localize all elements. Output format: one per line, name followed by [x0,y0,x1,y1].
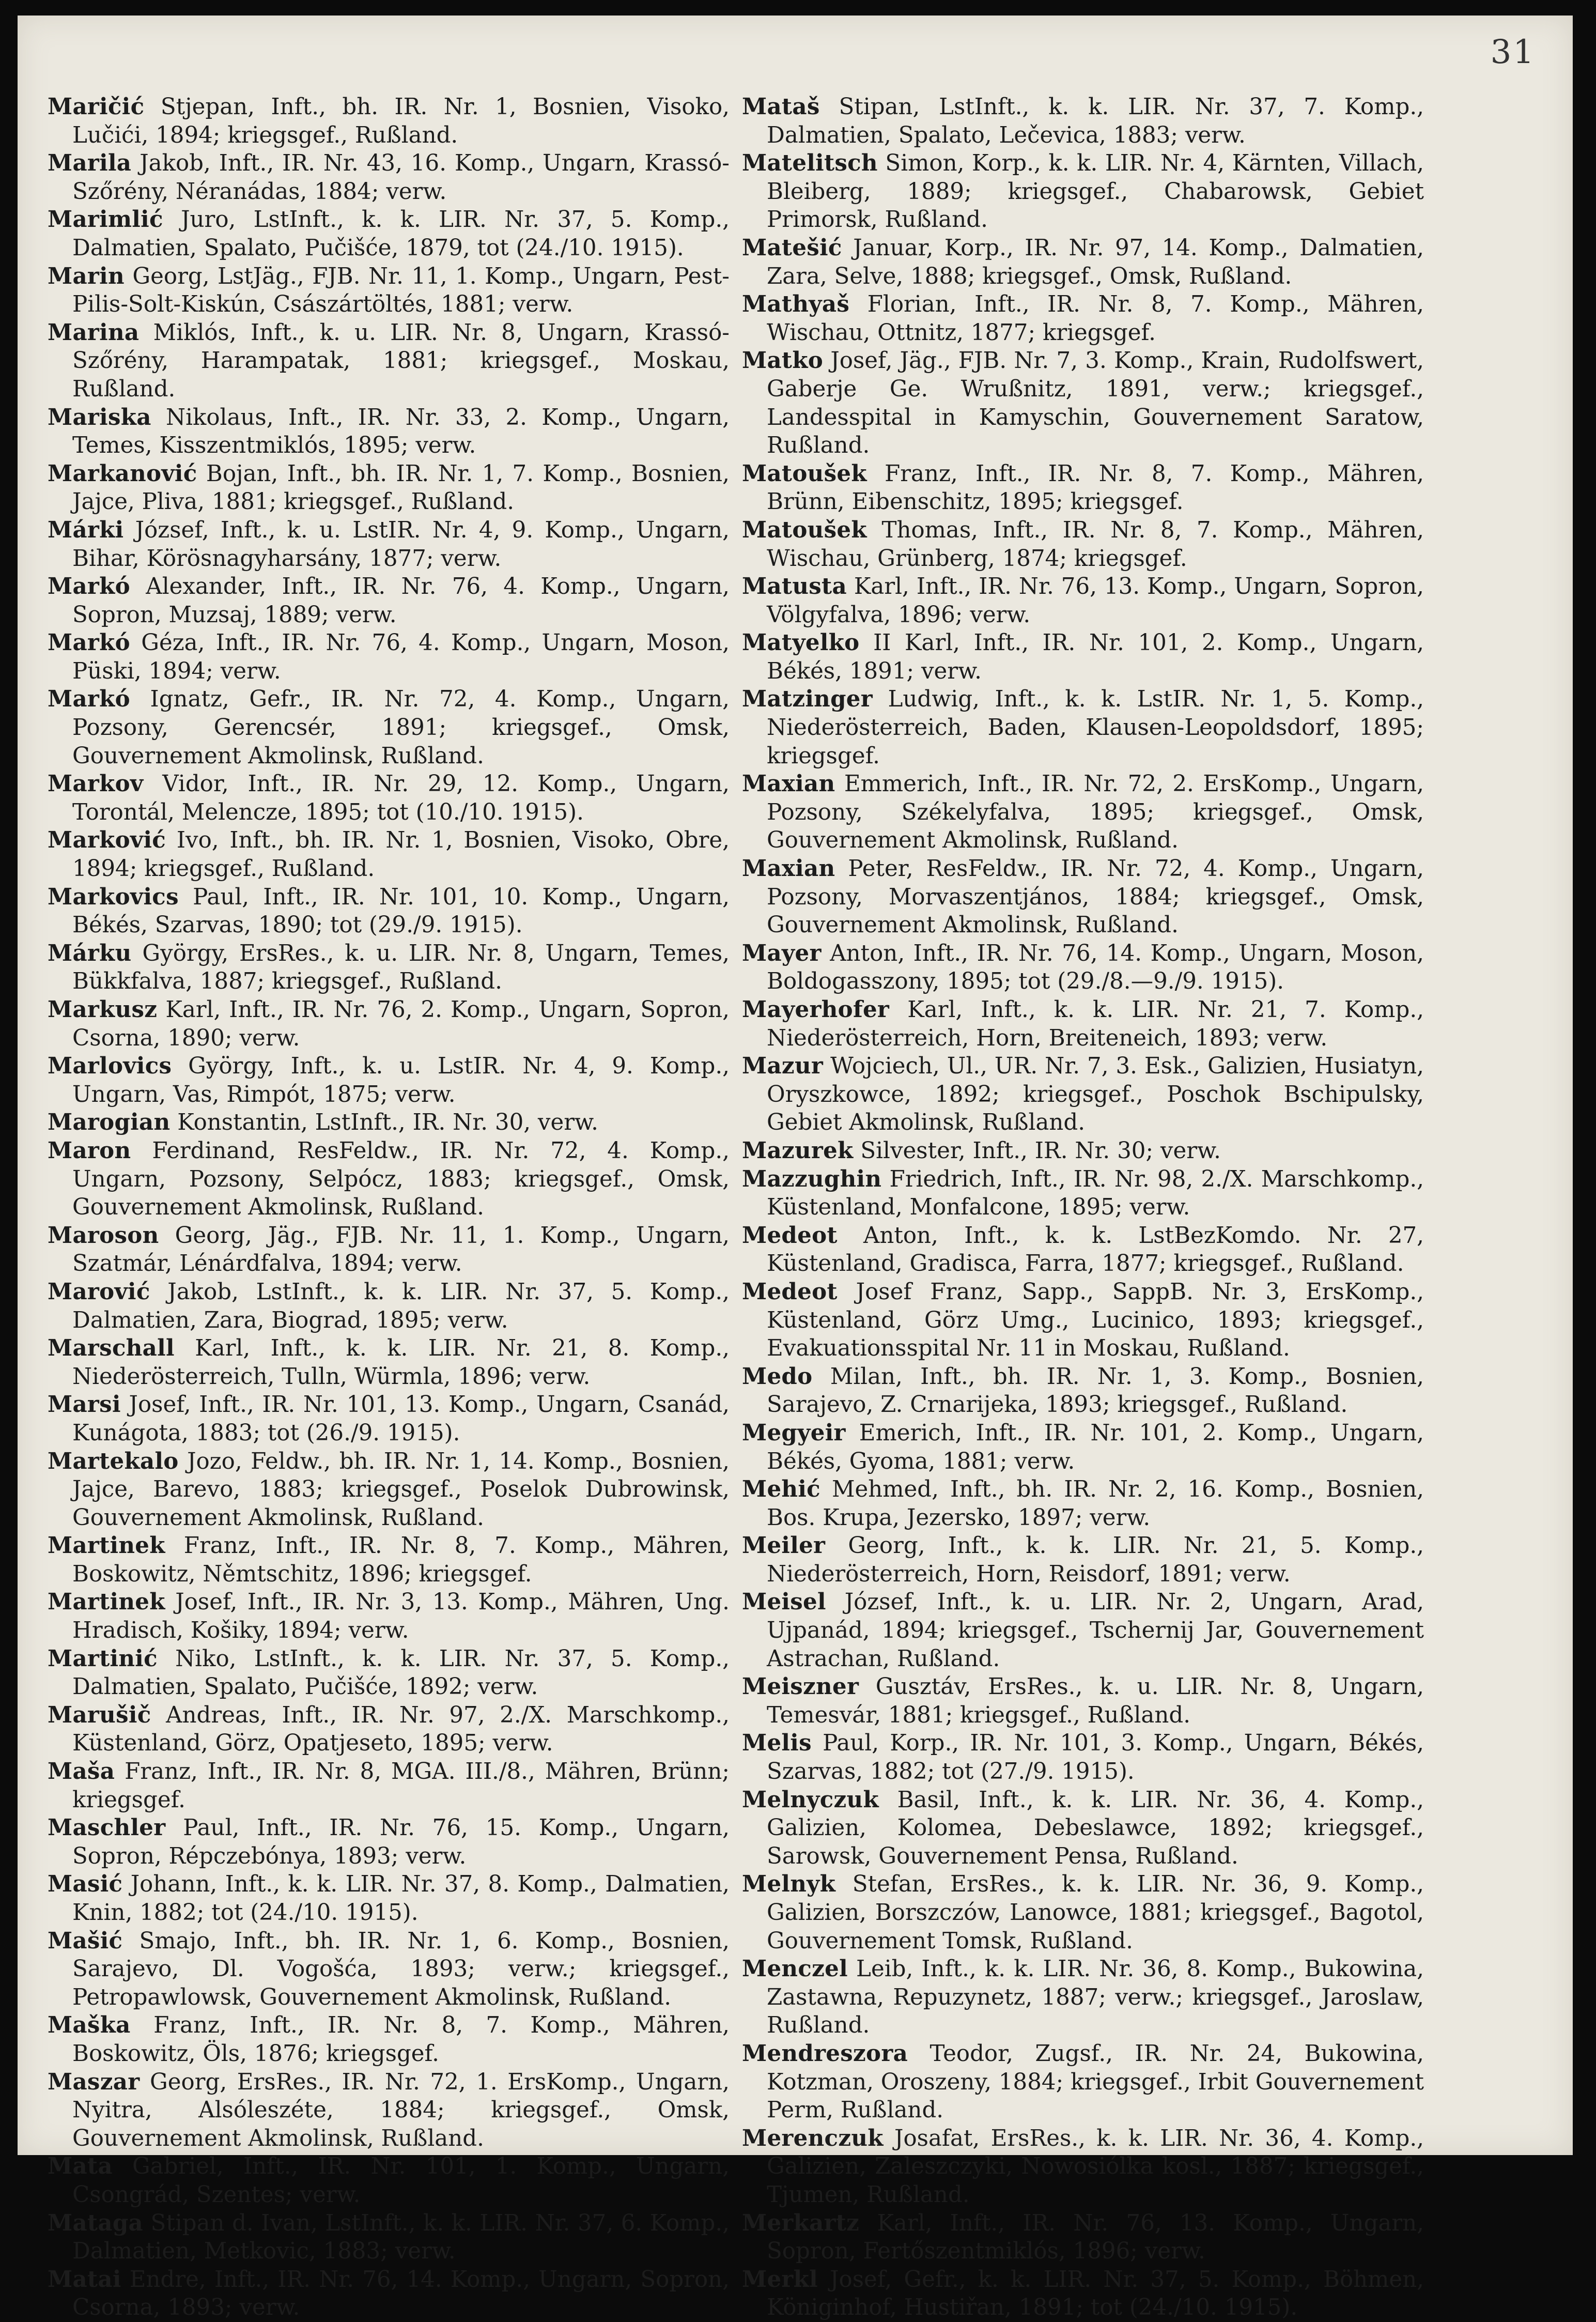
entry-details: Mehmed, Inft., bh. IR. Nr. 2, 16. Komp., Bosnien, Bos. Krupa, Jezersko, 1897; verw. [767,1477,1424,1531]
entry-surname: Markusz [48,996,158,1023]
register-entry [742,855,1424,940]
register-entry [48,149,730,206]
entry-details: Stjepan, Inft., bh. IR. Nr. 1, Bosnien, Visoko, Lučići, 1894; kriegsgef., Rußland. [72,94,730,148]
register-entry [48,460,730,516]
register-entry [742,1419,1424,1475]
entries-column-right [742,93,1424,2322]
register-entry [742,1475,1424,1532]
entry-surname: Maszar [48,2068,140,2095]
entry-details: Franz, Inft., IR. Nr. 8, 7. Komp., Mähren, Brünn, Eibenschitz, 1895; kriegsgef. [767,460,1424,515]
register-entry [742,1786,1424,1871]
register-entry [48,573,730,629]
entry-surname: Mazurek [742,1137,854,1164]
entry-surname: Meiszner [742,1673,859,1700]
entry-details: Jakob, LstInft., k. k. LIR. Nr. 37, 5. Komp., Dalmatien, Zara, Biograd, 1895; verw. [72,1279,730,1333]
entry-details: Silvester, Inft., IR. Nr. 30; verw. [853,1137,1221,1164]
entry-details: Stipan d. Ivan, LstInft., k. k. LIR. Nr. 37, 6. Komp., Dalmatien, Metkovic, 1883; verw. [72,2210,730,2265]
entry-details: Bojan, Inft., bh. IR. Nr. 1, 7. Komp., Bosnien, Jajce, Pliva, 1881; kriegsgef., Rußland. [72,460,730,515]
register-entry [48,1532,730,1588]
entry-surname: Matešić [742,234,842,261]
entry-surname: Markovics [48,883,179,910]
entry-surname: Marković [48,827,166,854]
entry-surname: Medeot [742,1222,838,1249]
entry-details: Andreas, Inft., IR. Nr. 97, 2./X. Marschkomp., Küstenland, Görz, Opatjeseto, 1895; verw. [72,1702,730,1757]
entry-surname: Markó [48,686,130,713]
register-entry [742,573,1424,629]
entry-surname: Marušič [48,1701,151,1728]
entry-details: György, Inft., k. u. LstIR. Nr. 4, 9. Komp., Ungarn, Vas, Rimpót, 1875; verw. [72,1053,730,1108]
entry-surname: Mašić [48,1927,123,1954]
entry-details: Paul, Korp., IR. Nr. 101, 3. Komp., Ungarn, Békés, Szarvas, 1882; tot (27./9. 1915). [767,1730,1424,1785]
entry-details: Alexander, Inft., IR. Nr. 76, 4. Komp., Ungarn, Sopron, Muzsaj, 1889; verw. [72,574,730,628]
entry-details: Josef, Jäg., FJB. Nr. 7, 3. Komp., Krain, Rudolfswert, Gaberje Ge. Wrußnitz, 1891, verw.; kriegsgef., Landesspital in Kamyschin, Gouvernement Saratow, Rußland. [767,348,1424,459]
entry-details: Anton, Inft., k. k. LstBezKomdo. Nr. 27, Küstenland, Gradisca, Farra, 1877; kriegsgef., Rußland. [767,1222,1424,1277]
entry-surname: Melnyk [742,1871,836,1898]
register-entry [48,1645,730,1701]
entry-surname: Meisel [742,1589,826,1616]
register-entry [742,1870,1424,1955]
register-entry [48,1701,730,1758]
register-entry [48,685,730,770]
register-entry [742,1673,1424,1729]
entry-details: Karl, Inft., IR. Nr. 76, 13. Komp., Ungarn, Sopron, Fertőszentmiklós, 1896; verw. [767,2210,1424,2265]
entry-details: Franz, Inft., IR. Nr. 8, 7. Komp., Mähren, Boskowitz, Němtschitz, 1896; kriegsgef. [72,1533,730,1587]
entry-surname: Maška [48,2012,131,2039]
entry-surname: Marimlić [48,206,163,233]
register-entry [48,404,730,460]
register-entry [742,996,1424,1052]
register-entry [48,2068,730,2153]
register-entry [48,1137,730,1222]
entry-details: Nikolaus, Inft., IR. Nr. 33, 2. Komp., Ungarn, Temes, Kisszentmiklós, 1895; verw. [72,404,730,459]
register-entry [48,1334,730,1391]
entry-surname: Marogian [48,1109,171,1136]
register-entry [742,770,1424,855]
entry-details: Friedrich, Inft., IR. Nr. 98, 2./X. Marschkomp., Küstenland, Monfalcone, 1895; verw. [767,1166,1424,1221]
entry-details: Karl, Inft., k. k. LIR. Nr. 21, 7. Komp., Niederösterreich, Horn, Breiteneich, 1893; verw. [767,997,1424,1051]
entry-surname: Marlovics [48,1053,172,1080]
entry-surname: Maričić [48,94,145,120]
entry-details: József, Inft., k. u. LIR. Nr. 2, Ungarn, Arad, Ujpanád, 1894; kriegsgef., Tschernij Jar, Gouvernement Astrachan, Rußland. [767,1589,1424,1672]
register-entry [742,234,1424,290]
entry-surname: Maxian [742,855,835,882]
entry-details: Jozo, Feldw., bh. IR. Nr. 1, 14. Komp., Bosnien, Jajce, Barevo, 1883; kriegsgef., Poselok Dubrowinsk, Gouvernement Akmolinsk, Rußland. [72,1448,730,1531]
register-entry [48,1814,730,1870]
entry-surname: Maxian [742,771,835,797]
entry-surname: Matko [742,347,824,374]
register-entry [48,2011,730,2068]
register-entry [48,629,730,685]
entry-details: Milan, Inft., bh. IR. Nr. 1, 3. Komp., Bosnien, Sarajevo, Z. Crnarijeka, 1893; kriegsgef., Rußland. [767,1363,1424,1418]
entry-surname: Matyelko [742,629,860,656]
scanned-page [18,16,1573,2321]
entry-details: György, ErsRes., k. u. LIR. Nr. 8, Ungarn, Temes, Bükkfalva, 1887; kriegsgef., Rußland. [72,940,730,995]
entry-surname: Marila [48,150,132,177]
entry-surname: Markov [48,771,144,797]
register-entry [48,940,730,996]
entry-surname: Marschall [48,1335,175,1362]
entry-surname: Melis [742,1730,812,1757]
entry-surname: Maroson [48,1222,159,1249]
entry-details: Miklós, Inft., k. u. LIR. Nr. 8, Ungarn, Krassó-Szőrény, Harampatak, 1881; kriegsgef., Moskau, Rußland. [72,319,730,402]
entry-details: Josef, Inft., IR. Nr. 3, 13. Komp., Mähren, Ung. Hradisch, Košiky, 1894; verw. [72,1589,730,1644]
entry-surname: Megyeir [742,1419,846,1446]
entry-details: Ferdinand, ResFeldw., IR. Nr. 72, 4. Komp., Ungarn, Pozsony, Selpócz, 1883; kriegsgef., Omsk, Gouvernement Akmolinsk, Rußland. [72,1137,730,1221]
register-entry [48,1870,730,1927]
register-entry [742,460,1424,516]
register-entry [48,2209,730,2266]
register-entry [742,1137,1424,1165]
register-entry [742,1278,1424,1363]
entry-details: Gusztáv, ErsRes., k. u. LIR. Nr. 8, Ungarn, Temesvár, 1881; kriegsgef., Rußland. [767,1674,1424,1728]
register-entry [742,93,1424,149]
register-entry [742,1588,1424,1673]
entry-surname: Márki [48,516,124,543]
entry-surname: Merkartz [742,2209,860,2236]
entry-surname: Mataš [742,94,820,120]
register-entry [742,1165,1424,1222]
register-entry [742,1222,1424,1278]
register-entry [48,826,730,883]
entry-details: Vidor, Inft., IR. Nr. 29, 12. Komp., Ungarn, Torontál, Melencze, 1895; tot (10./10. 1915). [72,771,730,825]
entry-details: Géza, Inft., IR. Nr. 76, 4. Komp., Ungarn, Moson, Püski, 1894; verw. [72,630,730,684]
register-entry [742,290,1424,347]
entry-surname: Maschler [48,1814,166,1841]
register-entry [48,93,730,149]
register-entry [48,263,730,319]
register-entry [742,1363,1424,1419]
register-entry [48,1588,730,1644]
entry-details: Johann, Inft., k. k. LIR. Nr. 37, 8. Komp., Dalmatien, Knin, 1882; tot (24./10. 1915). [72,1871,730,1926]
register-entry [48,2152,730,2209]
entry-surname: Martekalo [48,1448,179,1474]
register-entry [742,1052,1424,1137]
entry-surname: Meiler [742,1532,826,1559]
entry-surname: Maron [48,1137,131,1164]
register-entry [48,1927,730,2012]
page-number: 31 [1490,33,1536,71]
entry-surname: Merenczuk [742,2125,884,2151]
register-entry [48,883,730,940]
entry-surname: Markó [48,629,130,656]
register-entry [742,940,1424,996]
entry-surname: Mata [48,2153,113,2180]
entry-details: Paul, Inft., IR. Nr. 76, 15. Komp., Ungarn, Sopron, Répczebónya, 1893; verw. [72,1815,730,1869]
entry-details: Leib, Inft., k. k. LIR. Nr. 36, 8. Komp., Bukowina, Zastawna, Repuzynetz, 1887; verw.; kriegsgef., Jaroslaw, Rußland. [767,1956,1424,2039]
entry-details: Franz, Inft., IR. Nr. 8, 7. Komp., Mähren, Boskowitz, Öls, 1876; kriegsgef. [72,2012,730,2067]
entry-surname: Medeot [742,1278,838,1305]
entry-details: Ignatz, Gefr., IR. Nr. 72, 4. Komp., Ungarn, Pozsony, Gerencsér, 1891; kriegsgef., Omsk, Gouvernement Akmolinsk, Rußland. [72,686,730,769]
entry-details: Wojciech, Ul., UR. Nr. 7, 3. Esk., Galizien, Husiatyn, Oryszkowce, 1892; kriegsgef., Poschok Bschipulsky, Gebiet Akmolinsk, Rußland. [767,1053,1424,1136]
entry-details: Karl, Inft., IR. Nr. 76, 2. Komp., Ungarn, Sopron, Csorna, 1890; verw. [72,997,730,1051]
entry-details: Josef Franz, Sapp., SappB. Nr. 3, ErsKomp., Küstenland, Görz Umg., Lucinico, 1893; kriegsgef., Evakuationsspital Nr. 11 in Moskau, Rußland. [767,1279,1424,1362]
register-entry [48,1052,730,1109]
entry-surname: Maša [48,1758,115,1785]
entry-details: Niko, LstInft., k. k. LIR. Nr. 37, 5. Komp., Dalmatien, Spalato, Pučišće, 1892; verw. [72,1646,730,1700]
entries-column-left [48,93,730,2322]
register-entry [742,2125,1424,2209]
register-entry [48,1278,730,1334]
entry-details: Josafat, ErsRes., k. k. LIR. Nr. 36, 4. Komp., Galizien, Zaleszczyki, Nowosiólka kosl., 1887; kriegsgef., Tjumen, Rußland. [767,2125,1424,2208]
entry-details: Stipan, LstInft., k. k. LIR. Nr. 37, 7. Komp., Dalmatien, Spalato, Lečevica, 1883; verw. [767,94,1424,148]
entry-surname: Marina [48,319,140,346]
entry-surname: Martinek [48,1589,165,1616]
entry-details: Peter, ResFeldw., IR. Nr. 72, 4. Komp., Ungarn, Pozsony, Morvaszentjános, 1884; kriegsgef., Omsk, Gouvernement Akmolinsk, Rußland. [767,856,1424,939]
register-entry [742,2209,1424,2266]
entry-surname: Matoušek [742,460,867,487]
entry-surname: Markanović [48,460,197,487]
entry-details: Josef, Gefr., k. k. LIR. Nr. 37, 5. Komp., Böhmen, Königinhof, Hustiřan, 1891; tot (24./10. 1915). [767,2266,1424,2321]
entry-surname: Mataga [48,2209,144,2236]
entry-details: Januar, Korp., IR. Nr. 97, 14. Komp., Dalmatien, Zara, Selve, 1888; kriegsgef., Omsk, Rußland. [767,235,1424,289]
entry-details: József, Inft., k. u. LstIR. Nr. 4, 9. Komp., Ungarn, Bihar, Körösnagyharsány, 1877; verw. [72,517,730,572]
entry-details: Franz, Inft., IR. Nr. 8, MGA. III./8., Mähren, Brünn; kriegsgef. [72,1759,730,1813]
entry-details: Georg, Inft., k. k. LIR. Nr. 21, 5. Komp., Niederösterreich, Horn, Reisdorf, 1891; verw. [767,1533,1424,1587]
register-entry [48,1222,730,1278]
entry-details: Georg, Jäg., FJB. Nr. 11, 1. Komp., Ungarn, Szatmár, Lénárdfalva, 1894; verw. [72,1222,730,1277]
register-entry [742,1532,1424,1588]
entry-surname: Marin [48,263,125,289]
entry-details: Josef, Inft., IR. Nr. 101, 13. Komp., Ungarn, Csanád, Kunágota, 1883; tot (26./9. 1915). [72,1392,730,1446]
entry-surname: Matzinger [742,686,873,713]
entry-details: Endre, Inft., IR. Nr. 76, 14. Komp., Ungarn, Sopron, Csorna, 1893; verw. [72,2266,730,2321]
entry-surname: Mehić [742,1476,820,1503]
entry-details: Jakob, Inft., IR. Nr. 43, 16. Komp., Ungarn, Krassó-Szőrény, Néranádas, 1884; verw. [72,150,730,205]
entry-surname: Martinek [48,1532,165,1559]
entry-surname: Mariska [48,404,151,430]
entry-surname: Medo [742,1363,813,1390]
entry-surname: Mayer [742,940,822,966]
entry-surname: Mazzughin [742,1165,882,1192]
entry-details: Thomas, Inft., IR. Nr. 8, 7. Komp., Mähren, Wischau, Grünberg, 1874; kriegsgef. [767,517,1424,572]
entry-surname: Mazur [742,1053,824,1080]
register-entry [742,1729,1424,1786]
entry-details: II Karl, Inft., IR. Nr. 101, 2. Komp., Ungarn, Békés, 1891; verw. [767,630,1424,684]
entry-details: Emerich, Inft., IR. Nr. 101, 2. Komp., Ungarn, Békés, Gyoma, 1881; verw. [767,1420,1424,1474]
entry-details: Simon, Korp., k. k. LIR. Nr. 4, Kärnten, Villach, Bleiberg, 1889; kriegsgef., Chabarowsk, Gebiet Primorsk, Rußland. [767,150,1424,233]
entry-surname: Merkl [742,2266,818,2293]
entry-surname: Matoušek [742,516,867,543]
register-entry [742,347,1424,459]
entry-surname: Matelitsch [742,150,878,177]
entry-surname: Melnyczuk [742,1786,879,1813]
register-entry [48,319,730,404]
entry-details: Konstantin, LstInft., IR. Nr. 30, verw. [170,1110,598,1136]
entry-details: Anton, Inft., IR. Nr. 76, 14. Komp., Ungarn, Moson, Boldogasszony, 1895; tot (29./8.—9./9. 1915). [767,940,1424,995]
entry-details: Georg, LstJäg., FJB. Nr. 11, 1. Komp., Ungarn, Pest-Pilis-Solt-Kiskún, Császártöltés, 1881; verw. [72,263,730,318]
entry-details: Teodor, Zugsf., IR. Nr. 24, Bukowina, Kotzman, Oroszeny, 1884; kriegsgef., Irbit Gouvernement Perm, Rußland. [767,2040,1424,2124]
register-entry [48,206,730,262]
entry-details: Karl, Inft., IR. Nr. 76, 13. Komp., Ungarn, Sopron, Völgyfalva, 1896; verw. [767,574,1424,628]
register-entry [48,1448,730,1532]
entry-details: Ludwig, Inft., k. k. LstIR. Nr. 1, 5. Komp., Niederösterreich, Baden, Klausen-Leopoldsdorf, 1895; kriegsgef. [767,686,1424,769]
entry-surname: Mathyaš [742,291,850,318]
entry-details: Ivo, Inft., bh. IR. Nr. 1, Bosnien, Visoko, Obre, 1894; kriegsgef., Rußland. [72,827,730,882]
register-entry [742,629,1424,685]
register-entry [48,2266,730,2322]
register-entry [742,516,1424,573]
entry-details: Emmerich, Inft., IR. Nr. 72, 2. ErsKomp., Ungarn, Pozsony, Székelyfalva, 1895; kriegsgef., Omsk, Gouvernement Akmolinsk, Rußland. [767,771,1424,854]
register-entry [48,1109,730,1137]
entry-surname: Martinić [48,1645,158,1672]
entry-surname: Márku [48,940,132,966]
entry-surname: Matai [48,2266,121,2293]
entry-details: Florian, Inft., IR. Nr. 8, 7. Komp., Mähren, Wischau, Ottnitz, 1877; kriegsgef. [767,291,1424,346]
entry-details: Karl, Inft., k. k. LIR. Nr. 21, 8. Komp., Niederösterreich, Tulln, Würmla, 1896; verw. [72,1335,730,1390]
register-entry [48,996,730,1052]
register-entry [742,1955,1424,2040]
entry-details: Stefan, ErsRes., k. k. LIR. Nr. 36, 9. Komp., Galizien, Borszczów, Lanowce, 1881; kriegsgef., Bagotol, Gouvernement Tomsk, Rußland. [767,1871,1424,1954]
entry-surname: Markó [48,573,130,600]
entry-details: Juro, LstInft., k. k. LIR. Nr. 37, 5. Komp., Dalmatien, Spalato, Pučišće, 1879, tot (24./10. 1915). [72,207,730,261]
register-entry [48,516,730,573]
register-entry [742,685,1424,770]
entry-surname: Marović [48,1278,150,1305]
register-entry [48,1391,730,1447]
entry-details: Georg, ErsRes., IR. Nr. 72, 1. ErsKomp., Ungarn, Nyitra, Alsóleszéte, 1884; kriegsgef., Omsk, Gouvernement Akmolinsk, Rußland. [72,2069,730,2151]
register-entry [742,2266,1424,2322]
entry-surname: Menczel [742,1956,848,1982]
entry-details: Gabriel, Inft., IR. Nr. 101, 1. Komp., Ungarn, Csongrád, Szentes; verw. [72,2154,730,2208]
entry-surname: Marsi [48,1391,121,1418]
entry-details: Paul, Inft., IR. Nr. 101, 10. Komp., Ungarn, Békés, Szarvas, 1890; tot (29./9. 1915). [72,884,730,939]
entry-surname: Mayerhofer [742,996,890,1023]
register-entry [48,1758,730,1814]
register-entry [742,149,1424,234]
entry-details: Basil, Inft., k. k. LIR. Nr. 36, 4. Komp., Galizien, Kolomea, Debeslawce, 1892; kriegsgef., Sarowsk, Gouvernement Pensa, Rußland. [767,1787,1424,1869]
entry-surname: Mendreszora [742,2040,908,2067]
entry-details: Smajo, Inft., bh. IR. Nr. 1, 6. Komp., Bosnien, Sarajevo, Dl. Vogošća, 1893; verw.; kriegsgef., Petropawlowsk, Gouvernement Akmolinsk, Rußland. [72,1928,730,2010]
register-entry [48,770,730,826]
entry-surname: Matusta [742,573,847,600]
register-entry [742,2040,1424,2125]
entry-surname: Masić [48,1871,123,1898]
